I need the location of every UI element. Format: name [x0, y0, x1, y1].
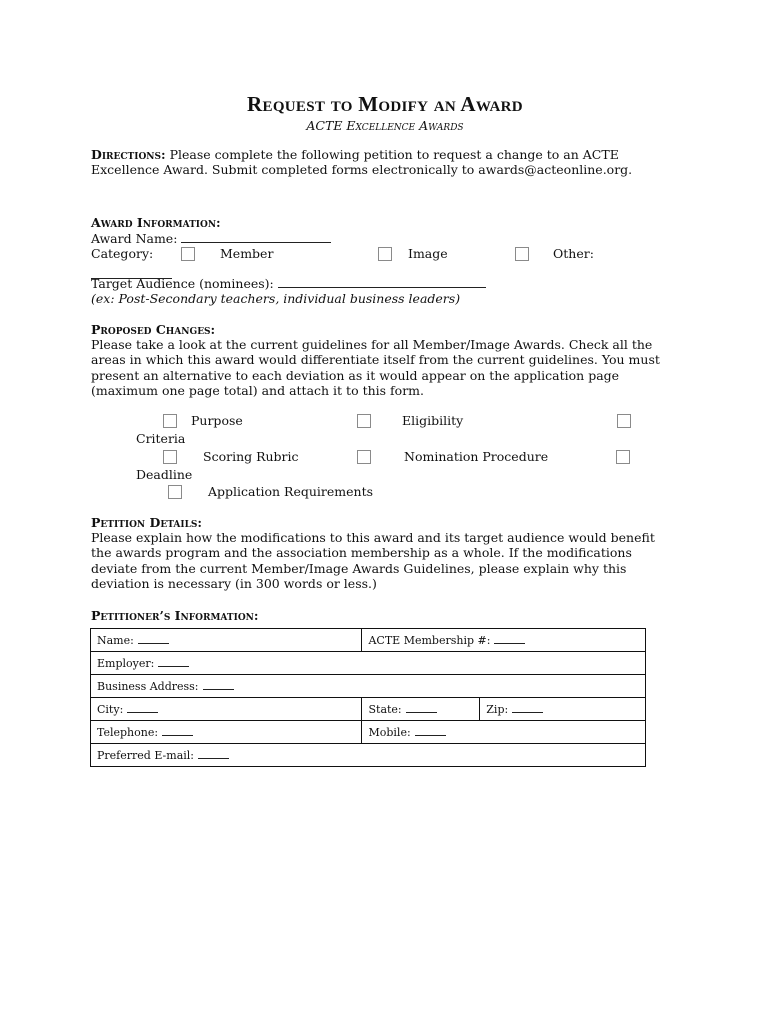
- membership-cell[interactable]: [362, 629, 646, 652]
- category-other-checkbox[interactable]: [515, 247, 529, 261]
- state-label: State:: [368, 702, 402, 716]
- name-input[interactable]: [138, 634, 169, 644]
- petition-details-text: Please explain how the modifications to this award and its target audience would benefit the awards program and the association membership as a whole. If the modifications deviate from the current Member/Image Awards Guidelines, please explain why this deviation is necessary (in 300 words or less.): [91, 530, 655, 591]
- purpose-checkbox[interactable]: [163, 414, 177, 428]
- application-requirements-label: Application Requirements: [208, 484, 374, 499]
- eligibility-label: Eligibility: [402, 413, 464, 428]
- email-label: Preferred E-mail:: [97, 748, 194, 762]
- zip-input[interactable]: [512, 703, 543, 713]
- state-input[interactable]: [406, 703, 437, 713]
- petitioner-info-heading: Petitioner’s Information:: [91, 608, 259, 623]
- employer-cell[interactable]: [91, 652, 646, 675]
- category-image-checkbox[interactable]: [378, 247, 392, 261]
- nomination-procedure-checkbox[interactable]: [357, 450, 371, 464]
- telephone-label: Telephone:: [97, 725, 159, 739]
- city-label: City:: [97, 702, 124, 716]
- category-image-label: Image: [408, 246, 448, 261]
- category-member-checkbox[interactable]: [181, 247, 195, 261]
- criteria-checkbox[interactable]: [617, 414, 631, 428]
- address-label: Business Address:: [97, 679, 199, 693]
- email-input[interactable]: [198, 749, 229, 759]
- award-info-heading: Award Information:: [91, 215, 221, 230]
- telephone-input[interactable]: [162, 726, 193, 736]
- name-label: Name:: [97, 633, 134, 647]
- directions-section: [91, 147, 676, 178]
- nomination-procedure-label: Nomination Procedure: [404, 449, 549, 464]
- address-cell[interactable]: [91, 675, 646, 698]
- proposed-changes-heading: Proposed Changes:: [91, 322, 216, 337]
- application-requirements-checkbox[interactable]: [168, 485, 182, 499]
- scoring-rubric-label: Scoring Rubric: [203, 449, 299, 464]
- category-member-label: Member: [220, 246, 274, 261]
- name-cell[interactable]: [91, 629, 362, 652]
- petitioner-info-table: [90, 628, 646, 767]
- deadline-label: Deadline: [136, 467, 193, 482]
- award-name-label: Award Name:: [91, 231, 178, 246]
- eligibility-checkbox[interactable]: [357, 414, 371, 428]
- award-name-row: [91, 231, 331, 246]
- target-audience-row: [91, 276, 486, 291]
- email-cell[interactable]: [91, 744, 646, 767]
- target-audience-label: Target Audience (nominees):: [91, 276, 274, 291]
- zip-cell[interactable]: [480, 698, 646, 721]
- table-row: [91, 744, 646, 767]
- table-row: [91, 721, 646, 744]
- target-audience-input[interactable]: [278, 276, 486, 288]
- table-row: [91, 675, 646, 698]
- mobile-input[interactable]: [415, 726, 446, 736]
- directions-label: Directions:: [91, 147, 166, 162]
- table-row: [91, 629, 646, 652]
- membership-input[interactable]: [494, 634, 525, 644]
- petition-details-heading: Petition Details:: [91, 515, 203, 530]
- mobile-cell[interactable]: [362, 721, 646, 744]
- state-cell[interactable]: [362, 698, 480, 721]
- city-input[interactable]: [127, 703, 158, 713]
- target-audience-example: (ex: Post-Secondary teachers, individual business leaders): [91, 291, 461, 306]
- address-input[interactable]: [203, 680, 234, 690]
- proposed-changes-text: Please take a look at the current guidelines for all Member/Image Awards. Check all the areas in which this award would differentiate itself from the current guidelines. You must present an alternative to each deviation as it would appear on the application page (maximum one page total) and attach it to this form.: [91, 337, 660, 398]
- award-name-input[interactable]: [181, 231, 331, 243]
- page-title: Request to Modify an Award: [247, 92, 523, 116]
- scoring-rubric-checkbox[interactable]: [163, 450, 177, 464]
- category-label: Category:: [91, 246, 154, 261]
- directions-text: Please complete the following petition to request a change to an ACTE Excellence Award. Submit completed forms electronically to awards@acteonline.org.: [91, 147, 633, 178]
- table-row: [91, 652, 646, 675]
- category-other-label: Other:: [553, 246, 594, 261]
- deadline-checkbox[interactable]: [616, 450, 630, 464]
- table-row: [91, 698, 646, 721]
- criteria-label: Criteria: [136, 431, 186, 446]
- telephone-cell[interactable]: [91, 721, 362, 744]
- purpose-label: Purpose: [191, 413, 243, 428]
- mobile-label: Mobile:: [368, 725, 411, 739]
- employer-input[interactable]: [158, 657, 189, 667]
- membership-label: ACTE Membership #:: [368, 633, 491, 647]
- zip-label: Zip:: [486, 702, 509, 716]
- city-cell[interactable]: [91, 698, 362, 721]
- page-subtitle: ACTE Excellence Awards: [306, 118, 464, 133]
- employer-label: Employer:: [97, 656, 155, 670]
